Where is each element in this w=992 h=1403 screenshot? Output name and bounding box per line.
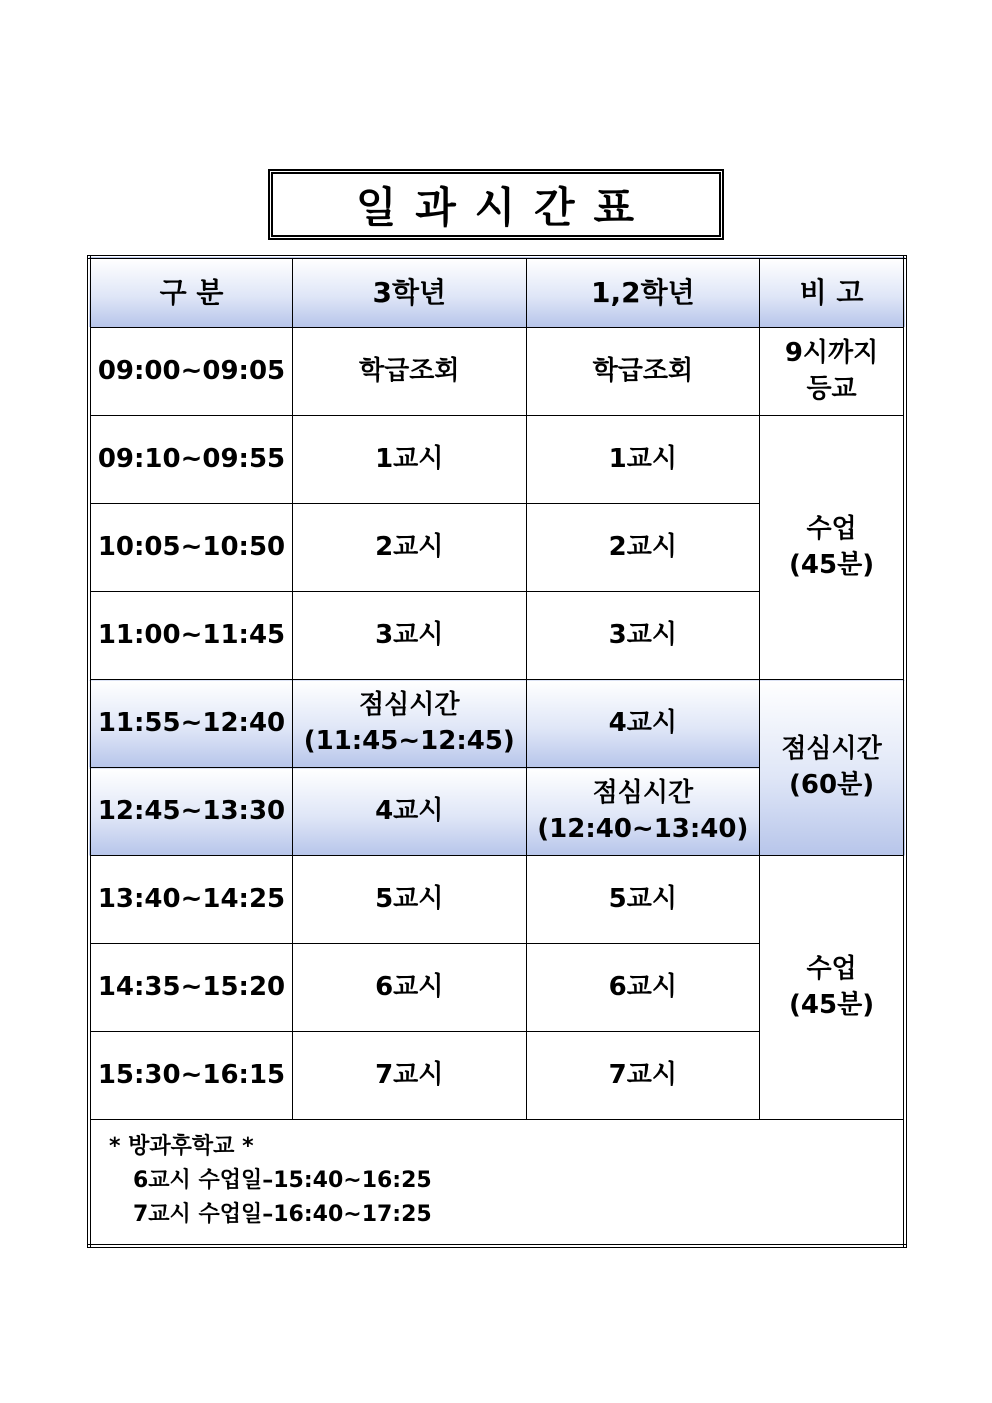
- time-cell: 15:30~16:15: [89, 1032, 292, 1120]
- grade3-cell: 2교시: [292, 504, 526, 592]
- grade12-cell: 학급조회: [526, 328, 760, 416]
- remark-line: 수업: [806, 954, 857, 985]
- grade12-cell: 1교시: [526, 416, 760, 504]
- remark-cell: [760, 856, 905, 1120]
- grade12-cell: [526, 768, 760, 856]
- grade3-cell: 7교시: [292, 1032, 526, 1120]
- remark-line: 수업: [806, 514, 857, 545]
- grade12-cell: 4교시: [526, 680, 760, 768]
- table-row: [89, 416, 905, 504]
- grade3-cell: 1교시: [292, 416, 526, 504]
- after-school-line: 7교시 수업일–16:40~17:25: [133, 1202, 432, 1228]
- header-grade3: 3학년: [292, 257, 526, 328]
- header-row: [89, 257, 905, 328]
- cell-line: (11:45~12:45): [303, 725, 515, 756]
- time-cell: 13:40~14:25: [89, 856, 292, 944]
- schedule-table: [87, 255, 907, 1248]
- grade3-cell: [292, 680, 526, 768]
- footer-row: [89, 1120, 905, 1247]
- grade3-cell: 6교시: [292, 944, 526, 1032]
- table-row: [89, 856, 905, 944]
- grade3-cell: 5교시: [292, 856, 526, 944]
- remark-line: (60분): [789, 769, 875, 800]
- grade12-cell: 6교시: [526, 944, 760, 1032]
- remark-line: 점심시간: [781, 734, 882, 765]
- time-cell: 12:45~13:30: [89, 768, 292, 856]
- cell-line: 점심시간: [592, 778, 694, 809]
- remark-line: (45분): [789, 549, 875, 580]
- grade3-cell: 학급조회: [292, 328, 526, 416]
- table-row: [89, 328, 905, 416]
- remark-cell: [760, 416, 905, 680]
- grade12-cell: 2교시: [526, 504, 760, 592]
- remark-line: (45분): [789, 989, 875, 1020]
- after-school-line: 6교시 수업일–15:40~16:25: [133, 1168, 432, 1194]
- time-cell: 14:35~15:20: [89, 944, 292, 1032]
- table-row: [89, 680, 905, 768]
- time-cell: 11:55~12:40: [89, 680, 292, 768]
- header-remark: 비 고: [760, 257, 905, 328]
- page-title: 일 과 시 간 표: [355, 182, 637, 232]
- remark-cell: [760, 328, 905, 416]
- grade12-cell: 7교시: [526, 1032, 760, 1120]
- cell-line: (12:40~13:40): [537, 813, 749, 844]
- time-cell: 10:05~10:50: [89, 504, 292, 592]
- grade3-cell: 3교시: [292, 592, 526, 680]
- time-cell: 09:00~09:05: [89, 328, 292, 416]
- remark-cell: [760, 680, 905, 856]
- remark-line: 등교: [806, 373, 857, 404]
- header-category: 구 분: [89, 257, 292, 328]
- header-grade12: 1,2학년: [526, 257, 760, 328]
- remark-line: 9시까지: [784, 338, 879, 369]
- grade12-cell: 5교시: [526, 856, 760, 944]
- grade12-cell: 3교시: [526, 592, 760, 680]
- time-cell: 09:10~09:55: [89, 416, 292, 504]
- grade3-cell: 4교시: [292, 768, 526, 856]
- after-school-heading: * 방과후학교 *: [109, 1134, 254, 1159]
- time-cell: 11:00~11:45: [89, 592, 292, 680]
- cell-line: 점심시간: [359, 690, 460, 721]
- after-school-note: [89, 1120, 905, 1247]
- title-box: [268, 169, 724, 240]
